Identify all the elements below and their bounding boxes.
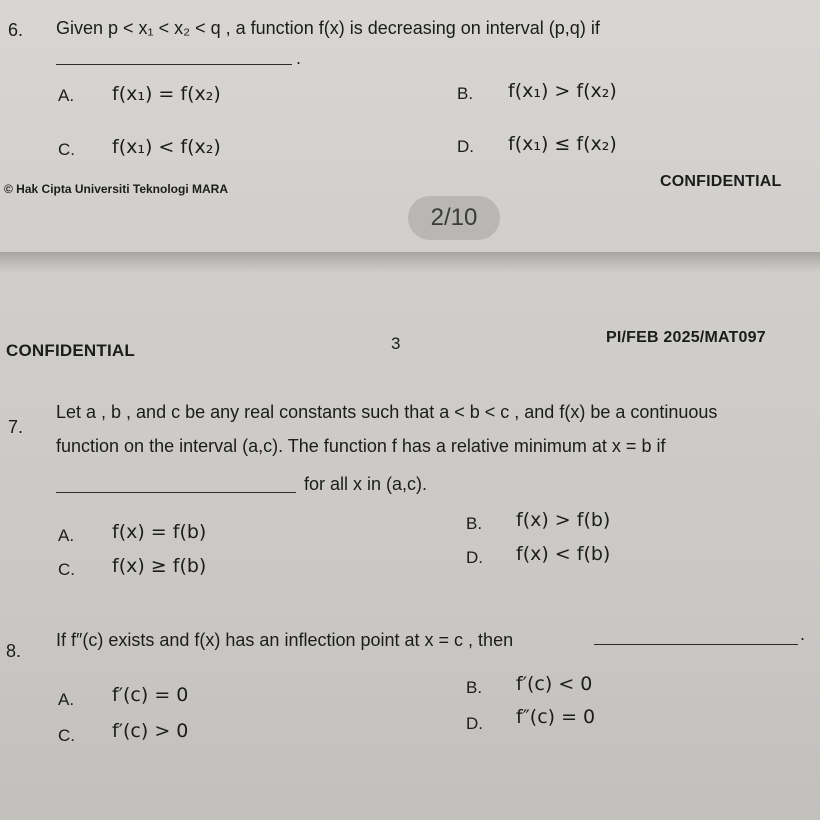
q7-option-c-letter: C. [58, 560, 75, 579]
q6-option-c: f(x₁) < f(x₂) [112, 136, 221, 158]
q7-option-d: f(x) < f(b) [516, 543, 611, 565]
q8-option-c-letter: C. [58, 726, 75, 745]
copyright-notice: © Hak Cipta Universiti Teknologi MARA [4, 182, 228, 196]
confidential-header: CONFIDENTIAL [6, 341, 135, 360]
q8-number: 8. [6, 641, 22, 661]
q6-text-line1: Given p < x₁ < x₂ < q , a function f(x) is decreasing on interval (p,q) if [56, 18, 600, 38]
q8-option-b: f′(c) < 0 [516, 673, 593, 695]
q6-option-a-letter: A. [58, 86, 75, 105]
page-indicator[interactable]: 2/10 [408, 196, 500, 240]
q6-number: 6. [8, 20, 24, 40]
q7-option-a: f(x) = f(b) [112, 521, 207, 543]
q8-option-d: f″(c) = 0 [516, 706, 596, 728]
q7-option-c: f(x) ≥ f(b) [112, 555, 207, 577]
q8-text-line1: If f″(c) exists and f(x) has an inflection point at x = c , then [56, 630, 514, 650]
q7-text-line1: Let a , b , and c be any real constants such that a < b < c , and f(x) be a continuous [56, 402, 718, 422]
q6-option-c-letter: C. [58, 140, 75, 159]
q7-answer-blank [56, 492, 296, 493]
q7-text-line3: for all x in (a,c). [304, 474, 428, 494]
q8-option-d-letter: D. [466, 714, 483, 733]
q6-option-b: f(x₁) > f(x₂) [508, 80, 617, 102]
q8-option-a: f′(c) = 0 [112, 684, 189, 706]
q6-option-d: f(x₁) ≤ f(x₂) [508, 133, 617, 155]
q6-text-line2-end: . [296, 48, 302, 68]
q7-option-d-letter: D. [466, 548, 483, 567]
q7-text-line2: function on the interval (a,c). The function f has a relative minimum at x = b if [56, 436, 666, 456]
q8-option-c: f′(c) > 0 [112, 720, 189, 742]
q7-option-a-letter: A. [58, 526, 75, 545]
q6-option-b-letter: B. [457, 84, 474, 103]
q8-text-line1-end: . [800, 624, 806, 644]
q8-option-b-letter: B. [466, 678, 483, 697]
q7-option-b-letter: B. [466, 514, 483, 533]
page-number: 3 [391, 334, 401, 353]
top-confidential-label: CONFIDENTIAL [660, 173, 782, 190]
q6-option-d-letter: D. [457, 137, 474, 156]
page-gap [0, 252, 820, 272]
q8-answer-blank [594, 644, 798, 645]
q6-answer-blank [56, 64, 292, 65]
q6-option-a: f(x₁) = f(x₂) [112, 83, 221, 105]
q8-option-a-letter: A. [58, 690, 75, 709]
course-code-header: PI/FEB 2025/MAT097 [606, 329, 766, 346]
q7-number: 7. [8, 417, 24, 437]
q7-option-b: f(x) > f(b) [516, 509, 611, 531]
